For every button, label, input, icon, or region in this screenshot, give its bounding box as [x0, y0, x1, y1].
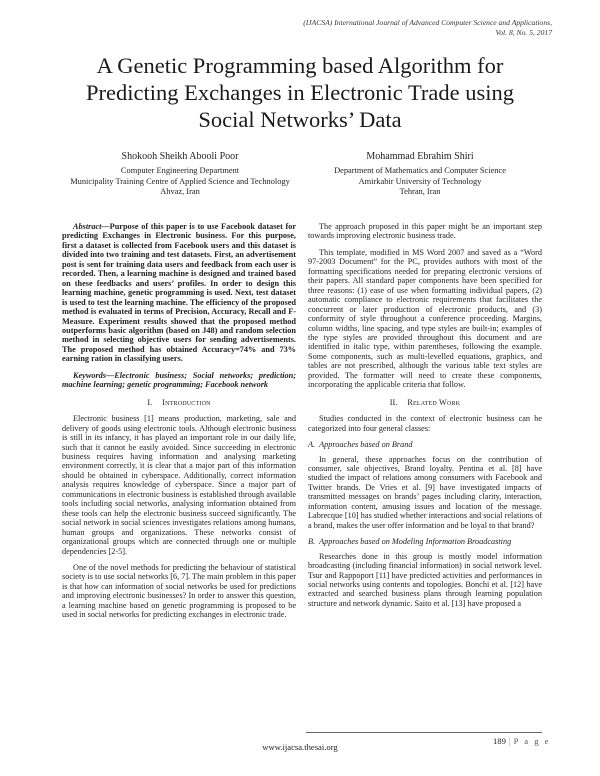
subsection-letter: B.	[308, 537, 316, 547]
keywords	[62, 371, 296, 390]
subsection-heading-brand	[308, 440, 542, 449]
paragraph: One of the novel methods for predicting the behaviour of statistical society is to use social networks [6, 7]. The main problem in this paper is that how can information of social networks be used for predictions and improving electronic businesses? In order to answer this question, a learning machine based on genetic programming is proposed to be used in social networks for predicting exchanges in electronic trade.	[62, 562, 296, 620]
abstract-text: Purpose of this paper is to use Facebook dataset for predicting Exchanges in Electronic business. For this purpose, first a dataset is collected from Facebook users and this dataset is divided into two training and test datasets. First, an advertisement post is sent for training data users and feedback from each user is recorded. Then, a learning machine is designed and trained based on these feedbacks and users’ profiles. In order to design this learning machine, genetic programming is used. Next, test dataset is used to test the learning machine. The efficiency of the proposed method is evaluated in terms of Precision, Accuracy, Recall and F-Measure. Experiment results showed that the proposed method outperforms basic algorithm (based on J48) and random selection method in selecting objective users for sending advertisements. The proposed method has obtained Accuracy=74% and 73% earning ration in classifying users.	[62, 222, 296, 364]
paragraph: The approach proposed in this paper might be an important step towards improving electronic business trade.	[308, 222, 542, 241]
left-column	[62, 222, 296, 627]
page-word: P a g e	[513, 736, 551, 746]
paragraph: Studies conducted in the context of electronic business can be categorized into four general classes:	[308, 414, 542, 433]
page-number-value: 189	[493, 736, 506, 746]
page-separator: |	[508, 736, 511, 746]
author-affiliation-line: Department of Mathematics and Computer Science	[334, 166, 506, 175]
author-affiliation-line: Amirkabir University of Technology	[358, 176, 482, 186]
author-affiliation-line: Computer Engineering Department	[120, 166, 240, 175]
author-name: Mohammad Ebrahim Shiri	[366, 151, 474, 162]
author-block-1	[60, 150, 300, 198]
paragraph: In general, these approaches focus on the contribution of consumer, sale objectives, Brand loyalty. Pentina et al. [8] have studied the impact of relations among consumers with Facebook and Twitter brands. De Vries et al. [9] have investigated impacts of transmitted messages on brands’ pages including clarity, interaction, information content, amusing issues and location of the message. Labrecque [10] has studied whether interactions and social relations of a brand, makes the user offer information and be loyal to that brand?	[308, 454, 542, 530]
section-number: II.	[389, 397, 398, 407]
journal-name: (IJACSA) International Journal of Advanced Computer Science and Applications,	[303, 18, 552, 27]
right-column	[308, 222, 542, 615]
keywords-text: Electronic business; Social networks; prediction; machine learning; genetic programming; Facebook network	[62, 370, 296, 390]
abstract	[62, 222, 296, 364]
section-heading-introduction	[62, 398, 296, 407]
paragraph: Electronic business [1] means production, marketing, sale and delivery of goods using electronic tools. Although electronic business is still in its infancy, it has played an important role in our daily life, such that it cannot be easily avoided. Since succeeding in electronic business requires having information and analysing marketing environment correctly, it is clear that a major part of this information should be obtained in cyberspace. Additionally, correct information analysis requires knowledge of cyberspace. Since a major part of communications in electronic business is established through available tools including social networks, analysing information obtained from these tools can help the electronic business succeed significantly. The social network in social sciences investigates relations among humans, human groups and organizations. These networks consist of organizational groups which are connected through one or multiple dependencies [2-5].	[62, 414, 296, 556]
subsection-title: Approaches based on Brand	[319, 440, 413, 450]
author-affiliation-line: Tehran, Iran	[399, 187, 441, 197]
paragraph: Researches done in this group is mostly model information broadcasting (including financial information) in social network level. Tsur and Rappoport [11] have predicted activities and performances in social networks using contents and topologies. Bonchi et al. [12] have extracted and searched business plans through learning population structure and network dynamic. Saito et al. [13] have proposed a	[308, 551, 542, 608]
author-name: Shokooh Sheikh Abooli Poor	[121, 151, 239, 162]
author-affiliation-line: Municipality Training Centre of Applied Science and Technology	[70, 176, 290, 186]
abstract-label: Abstract—	[73, 222, 110, 231]
section-heading-related-work	[308, 398, 542, 407]
subsection-letter: A.	[308, 440, 316, 450]
footer-url[interactable]: www.ijacsa.thesai.org	[262, 742, 338, 752]
section-number: I.	[147, 397, 153, 407]
footer-rule	[306, 732, 542, 733]
section-title: Introduction	[162, 397, 211, 407]
running-header	[303, 18, 552, 38]
paper-title: A Genetic Programming based Algorithm for Predicting Exchanges in Electronic Trade using Social Networks’ Data	[85, 53, 515, 132]
paragraph: This template, modified in MS Word 2007 and saved as a “Word 97-2003 Document” for the PC, provides authors with most of the formatting specifications needed for preparing electronic versions of their papers. All standard paper components have been specified for three reasons: (1) ease of use when formatting individual papers, (2) automatic compliance to electronic requirements that facilitates the concurrent or later production of electronic products, and (3) conformity of style throughout a conference proceeding. Margins, column widths, line spacing, and type styles are built-in; examples of the type styles are provided throughout this document and are identified in italic type, within parentheses, following the example. Some components, such as multi-levelled equations, graphics, and tables are not prescribed, although the various table text styles are provided. The formatter will need to create these components, incorporating the applicable criteria that follow.	[308, 247, 542, 390]
journal-volume: Vol. 8, No. 5, 2017	[495, 28, 552, 37]
subsection-heading-broadcasting	[308, 537, 542, 546]
author-block-2	[300, 150, 540, 198]
section-title: Related Work	[407, 397, 461, 407]
subsection-title: Approaches based on Modeling Information Broadcasting	[319, 537, 512, 547]
keywords-label: Keywords—	[73, 370, 115, 380]
author-affiliation-line: Ahvaz, Iran	[160, 187, 200, 197]
